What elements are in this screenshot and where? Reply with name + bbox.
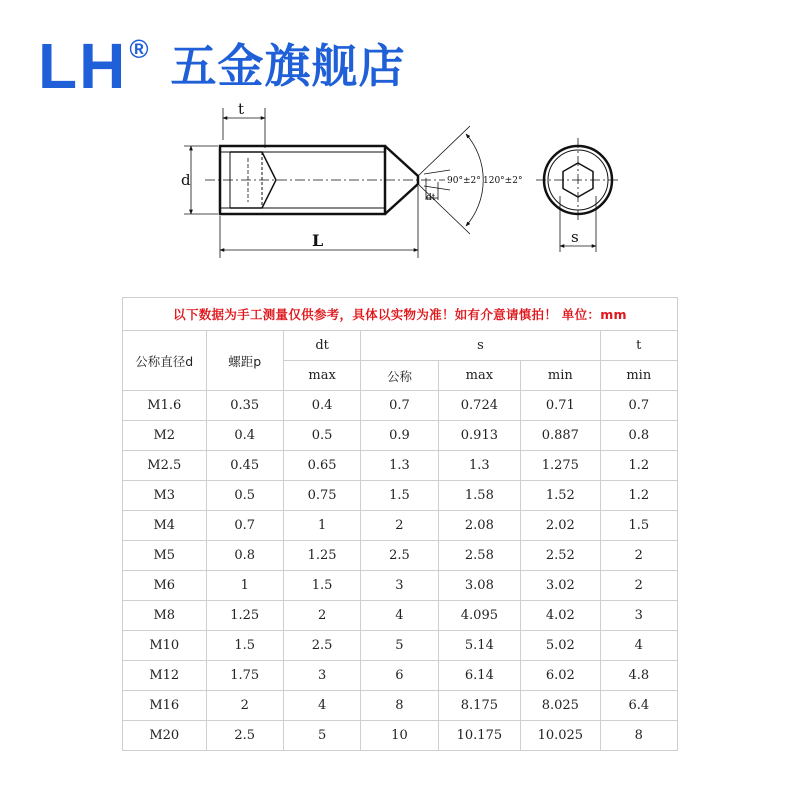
cell-nominal: M5: [123, 541, 207, 571]
set-screw-drawing: [0, 100, 800, 290]
table-row: [123, 721, 678, 751]
cell-t-min: 8: [600, 721, 677, 751]
cell-s-nominal: 10: [361, 721, 438, 751]
subheader-s-min: min: [521, 361, 600, 391]
table-row: [123, 481, 678, 511]
cell-t-min: 0.7: [600, 391, 677, 421]
store-name: 五金旗舰店: [170, 39, 406, 93]
cell-s-max: 0.724: [438, 391, 521, 421]
cell-dt-max: 4: [283, 691, 360, 721]
cell-nominal: M1.6: [123, 391, 207, 421]
cell-nominal: M4: [123, 511, 207, 541]
header-s: s: [361, 331, 600, 361]
table-row: [123, 691, 678, 721]
cell-s-nominal: 1.5: [361, 481, 438, 511]
header-nominal-diameter: 公称直径d: [123, 331, 207, 391]
label-dt: dt: [426, 193, 436, 203]
cell-pitch: 2: [206, 691, 283, 721]
cell-dt-max: 2.5: [283, 631, 360, 661]
cell-nominal: M20: [123, 721, 207, 751]
cell-dt-max: 1: [283, 511, 360, 541]
cell-s-nominal: 4: [361, 601, 438, 631]
cell-pitch: 0.5: [206, 481, 283, 511]
label-angle-120: 120°±2°: [483, 176, 523, 186]
cell-s-nominal: 6: [361, 661, 438, 691]
cell-t-min: 6.4: [600, 691, 677, 721]
cell-s-min: 0.71: [521, 391, 600, 421]
table-row: [123, 541, 678, 571]
cell-dt-max: 3: [283, 661, 360, 691]
cell-pitch: 1.5: [206, 631, 283, 661]
cell-t-min: 2: [600, 541, 677, 571]
cell-dt-max: 0.4: [283, 391, 360, 421]
cell-pitch: 1: [206, 571, 283, 601]
cell-dt-max: 1.25: [283, 541, 360, 571]
cell-s-max: 1.58: [438, 481, 521, 511]
label-L: L: [312, 231, 324, 250]
subheader-dt-max: max: [283, 361, 360, 391]
cell-pitch: 0.4: [206, 421, 283, 451]
subheader-s-max: max: [438, 361, 521, 391]
cell-pitch: 0.35: [206, 391, 283, 421]
table-note-row: [123, 298, 678, 331]
table-row: [123, 451, 678, 481]
subheader-s-nominal: 公称: [361, 361, 438, 391]
cell-s-nominal: 5: [361, 631, 438, 661]
cell-s-nominal: 8: [361, 691, 438, 721]
table-note: 以下数据为手工测量仅供参考，具体以实物为准！如有介意请慎拍！ 单位：mm: [123, 298, 678, 331]
table-row: [123, 601, 678, 631]
cell-s-nominal: 0.9: [361, 421, 438, 451]
cell-nominal: M6: [123, 571, 207, 601]
cell-nominal: M2: [123, 421, 207, 451]
cell-nominal: M3: [123, 481, 207, 511]
label-s: s: [571, 228, 579, 246]
table-row: [123, 631, 678, 661]
cell-s-nominal: 0.7: [361, 391, 438, 421]
cell-s-min: 2.02: [521, 511, 600, 541]
cell-t-min: 1.2: [600, 451, 677, 481]
subheader-t-min: min: [600, 361, 677, 391]
cell-dt-max: 2: [283, 601, 360, 631]
cell-nominal: M12: [123, 661, 207, 691]
table-row: [123, 571, 678, 601]
header-dt: dt: [283, 331, 360, 361]
label-d: d: [181, 171, 191, 189]
cell-s-max: 3.08: [438, 571, 521, 601]
cell-s-max: 5.14: [438, 631, 521, 661]
label-angle-90: 90°±2°: [447, 176, 481, 186]
cell-pitch: 2.5: [206, 721, 283, 751]
cell-s-max: 0.913: [438, 421, 521, 451]
cell-s-nominal: 2: [361, 511, 438, 541]
cell-pitch: 0.8: [206, 541, 283, 571]
screw-side-view: [205, 146, 445, 214]
cell-t-min: 3: [600, 601, 677, 631]
cell-s-max: 8.175: [438, 691, 521, 721]
cell-pitch: 0.7: [206, 511, 283, 541]
cell-s-nominal: 2.5: [361, 541, 438, 571]
cell-s-min: 3.02: [521, 571, 600, 601]
cell-s-min: 4.02: [521, 601, 600, 631]
cell-t-min: 0.8: [600, 421, 677, 451]
spec-table: [122, 297, 678, 751]
cell-dt-max: 0.5: [283, 421, 360, 451]
cell-dt-max: 1.5: [283, 571, 360, 601]
cell-s-min: 2.52: [521, 541, 600, 571]
table-row: [123, 391, 678, 421]
cell-s-min: 8.025: [521, 691, 600, 721]
cell-s-nominal: 1.3: [361, 451, 438, 481]
table-body: [123, 391, 678, 751]
table-row: [123, 661, 678, 691]
table-row: [123, 421, 678, 451]
cell-t-min: 2: [600, 571, 677, 601]
cell-s-max: 2.58: [438, 541, 521, 571]
cell-dt-max: 5: [283, 721, 360, 751]
cell-s-min: 10.025: [521, 721, 600, 751]
cell-nominal: M2.5: [123, 451, 207, 481]
cell-nominal: M10: [123, 631, 207, 661]
brand-header: [38, 30, 406, 102]
cell-s-min: 1.52: [521, 481, 600, 511]
cell-t-min: 1.2: [600, 481, 677, 511]
label-t: t: [238, 100, 245, 118]
cell-s-max: 10.175: [438, 721, 521, 751]
cell-dt-max: 0.65: [283, 451, 360, 481]
table-header-row: [123, 331, 678, 361]
cell-pitch: 1.25: [206, 601, 283, 631]
table-row: [123, 511, 678, 541]
cell-t-min: 1.5: [600, 511, 677, 541]
cell-s-min: 6.02: [521, 661, 600, 691]
cell-pitch: 1.75: [206, 661, 283, 691]
cell-pitch: 0.45: [206, 451, 283, 481]
cell-s-min: 1.275: [521, 451, 600, 481]
cell-s-min: 5.02: [521, 631, 600, 661]
cell-s-max: 4.095: [438, 601, 521, 631]
cell-s-nominal: 3: [361, 571, 438, 601]
brand-logo: LH: [38, 30, 128, 102]
cell-nominal: M16: [123, 691, 207, 721]
cell-t-min: 4.8: [600, 661, 677, 691]
cell-t-min: 4: [600, 631, 677, 661]
registered-mark: ®: [129, 34, 149, 64]
cell-dt-max: 0.75: [283, 481, 360, 511]
cell-nominal: M8: [123, 601, 207, 631]
cell-s-max: 1.3: [438, 451, 521, 481]
cell-s-max: 2.08: [438, 511, 521, 541]
header-pitch: 螺距p: [206, 331, 283, 391]
cell-s-min: 0.887: [521, 421, 600, 451]
cell-s-max: 6.14: [438, 661, 521, 691]
header-t: t: [600, 331, 677, 361]
